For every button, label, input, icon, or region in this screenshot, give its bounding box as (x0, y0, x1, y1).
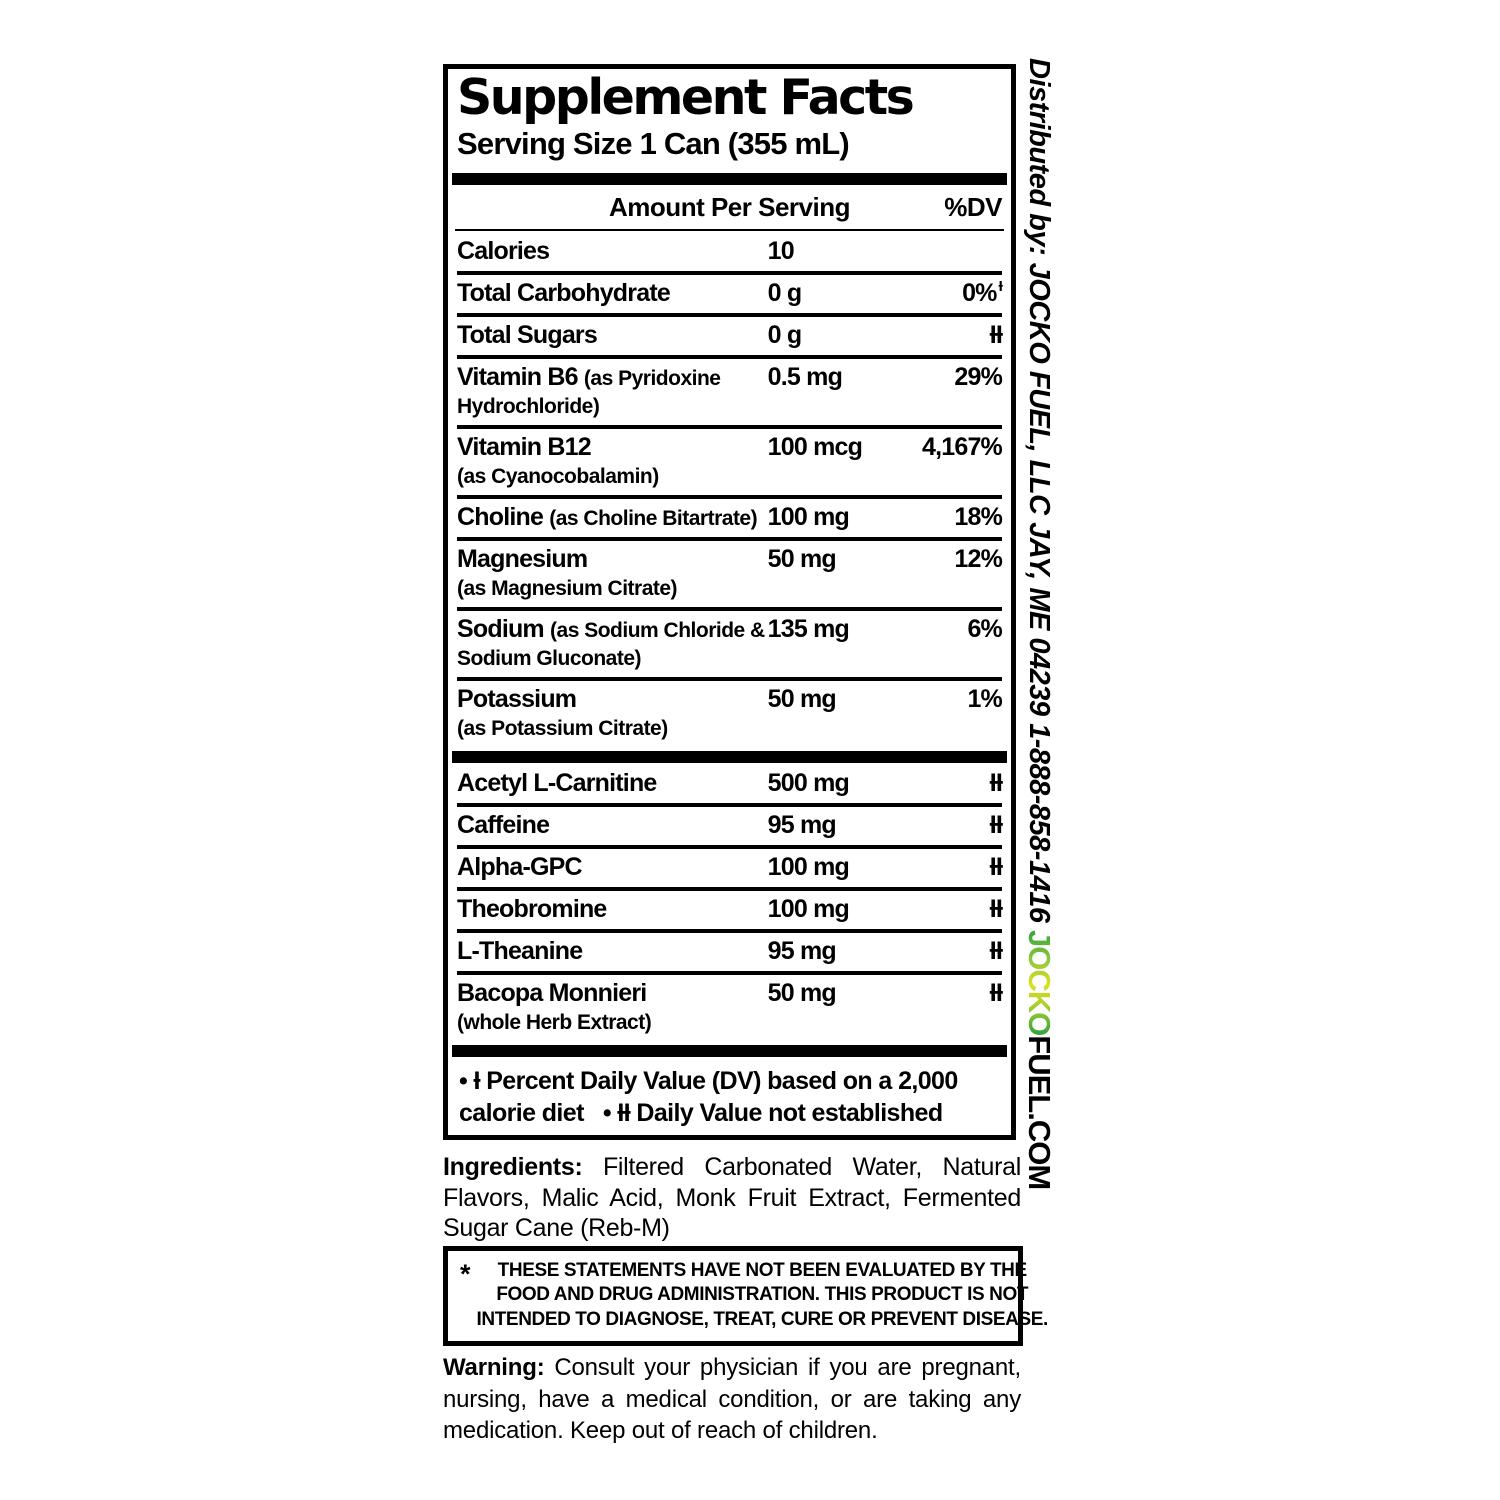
nutrient-amount: 10 (767, 237, 794, 266)
nutrient-name: Calories (457, 237, 550, 266)
nutrient-name: Acetyl L-Carnitine (457, 769, 657, 798)
nutrient-dv: 0% $^Ɨ$ (962, 278, 1002, 308)
nutrient-name: Alpha-GPC (457, 853, 582, 882)
amount-per-serving-header: Amount Per Serving (609, 191, 850, 222)
nutrient-dv: ƗƗ (989, 979, 1002, 1008)
nutrient-row-bacopa-monnieri (457, 971, 1002, 1041)
fda-disclaimer-text (477, 1259, 1048, 1332)
fda-disclaimer-line-1: THESE STATEMENTS HAVE NOT BEEN EVALUATED BY THE (497, 1260, 1027, 1281)
dagger-footnote-mark: Ɨ (998, 278, 1002, 296)
nutrient-amount: 0 g (767, 321, 802, 350)
dv-header: %DV (944, 191, 1002, 222)
section-separator-bar (452, 1045, 1007, 1057)
nutrient-row-sugars (457, 313, 1002, 355)
nutrient-dv: 6% (967, 615, 1002, 644)
column-header-row (457, 185, 1002, 229)
ingredients-paragraph (443, 1152, 1021, 1244)
fda-disclaimer-line-2: FOOD AND DRUG ADMINISTRATION. THIS PRODUCT IS NOT (496, 1284, 1029, 1306)
fda-disclaimer-box (443, 1246, 1048, 1346)
nutrient-name: Theobromine (457, 895, 607, 924)
facts-title: Supplement Facts (457, 69, 913, 126)
nutrient-dv: 29% (954, 363, 1002, 392)
nutrient-qualifier: (as Sodium Chloride & Sodium Gluconate) (457, 619, 765, 671)
nutrient-dv: 18% (954, 503, 1002, 532)
warning-paragraph (443, 1352, 1021, 1447)
serving-size: Serving Size 1 Can (355 mL) (457, 125, 849, 161)
brand-fuelcom-wordmark: FUEL.COM (1022, 1035, 1057, 1190)
section-separator-bar (452, 751, 1007, 763)
footnote (457, 1057, 1002, 1129)
nutrient-amount: 100 mg (767, 503, 849, 532)
brand-jocko-wordmark: JOCKO (1022, 930, 1057, 1036)
distributor-address: Distributed by: JOCKO FUEL, LLC JAY, ME 04239 1-888-858-1416 (1023, 58, 1055, 931)
nutrient-dv: ƗƗ (989, 321, 1002, 350)
nutrient-qualifier: (as Potassium Citrate) (457, 717, 668, 741)
distributor-vertical-text (1022, 58, 1057, 1190)
nutrient-name: Magnesium (as Magnesium Citrate) (457, 545, 678, 601)
nutrient-row-l-theanine (457, 929, 1002, 971)
nutrient-name: Sodium (as Sodium Chloride & Sodium Gluconate) (457, 615, 765, 671)
nutrient-row-theobromine (457, 887, 1002, 929)
asterisk-mark: * (460, 1259, 471, 1289)
nutrient-qualifier: (as Choline Bitartrate) (549, 507, 758, 531)
section-separator-bar (452, 173, 1007, 185)
ingredients-label: Ingredients: (443, 1153, 583, 1181)
nutrient-row-vitamin-b12 (457, 425, 1002, 495)
nutrient-amount: 500 mg (767, 769, 849, 798)
ingredients-text: Filtered Carbonated Water, Natural Flavors, Malic Acid, Monk Fruit Extract, Fermented Sugar Cane (Reb-M) (443, 1153, 1021, 1242)
nutrient-amount: 100 mcg (767, 433, 863, 462)
nutrient-name: Choline (as Choline Bitartrate) (457, 503, 758, 532)
nutrient-amount: 0.5 mg (767, 363, 843, 392)
nutrient-name: Vitamin B12 (as Cyanocobalamin) (457, 433, 659, 489)
nutrient-row-calories (457, 233, 1002, 271)
nutrient-row-carbohydrate (457, 271, 1002, 313)
nutrient-amount: 0 g (767, 279, 802, 308)
nutrient-dv: ƗƗ (989, 853, 1002, 882)
fda-disclaimer-line-3: INTENDED TO DIAGNOSE, TREAT, CURE OR PREVENT DISEASE. (476, 1308, 1048, 1330)
nutrient-amount: 95 mg (767, 937, 836, 966)
nutrient-row-vitamin-b6 (457, 355, 1002, 425)
nutrient-qualifier: (whole Herb Extract) (457, 1011, 652, 1035)
nutrient-name: Potassium (as Potassium Citrate) (457, 685, 668, 741)
nutrient-row-caffeine (457, 803, 1002, 845)
nutrient-qualifier: (as Magnesium Citrate) (457, 577, 678, 601)
nutrient-name: Vitamin B6 (as Pyridoxine Hydrochloride) (457, 363, 721, 419)
nutrient-row-potassium (457, 677, 1002, 747)
nutrient-name: Total Sugars (457, 321, 597, 350)
nutrient-amount: 100 mg (767, 853, 849, 882)
nutrient-row-sodium (457, 607, 1002, 677)
nutrient-dv: ƗƗ (989, 811, 1002, 840)
header-divider (455, 229, 1004, 232)
nutrient-row-magnesium (457, 537, 1002, 607)
nutrient-name: Caffeine (457, 811, 550, 840)
warning-text: Consult your physician if you are pregnant, nursing, have a medical condition, or are taking any medication. Keep out of reach of children. (443, 1354, 1021, 1445)
nutrient-amount: 135 mg (767, 615, 849, 644)
nutrient-name: L-Theanine (457, 937, 583, 966)
nutrient-dv: 1% (967, 685, 1002, 714)
nutrient-row-alpha-gpc (457, 845, 1002, 887)
supplement-facts-panel (443, 64, 1016, 1140)
nutrient-amount: 50 mg (767, 979, 836, 1008)
nutrient-name: Bacopa Monnieri (whole Herb Extract) (457, 979, 652, 1035)
warning-label: Warning: (443, 1354, 545, 1381)
nutrient-qualifier: (as Pyridoxine Hydrochloride) (457, 367, 721, 419)
nutrient-qualifier: (as Cyanocobalamin) (457, 465, 659, 489)
nutrient-dv: 12% (954, 545, 1002, 574)
footnote-line-2: calorie diet • ƗƗ Daily Value not established (459, 1098, 943, 1127)
nutrient-dv: ƗƗ (989, 895, 1002, 924)
footnote-line-1: • Ɨ Percent Daily Value (DV) based on a 2,000 (459, 1067, 958, 1096)
nutrient-amount: 50 mg (767, 685, 836, 714)
nutrient-row-acetyl-l-carnitine (457, 765, 1002, 803)
nutrient-dv: ƗƗ (989, 769, 1002, 798)
nutrient-dv: 4,167% (922, 433, 1002, 462)
nutrient-amount: 50 mg (767, 545, 836, 574)
nutrient-amount: 100 mg (767, 895, 849, 924)
nutrient-amount: 95 mg (767, 811, 836, 840)
nutrient-name: Total Carbohydrate (457, 279, 670, 308)
nutrient-dv: ƗƗ (989, 937, 1002, 966)
nutrient-row-choline (457, 495, 1002, 537)
